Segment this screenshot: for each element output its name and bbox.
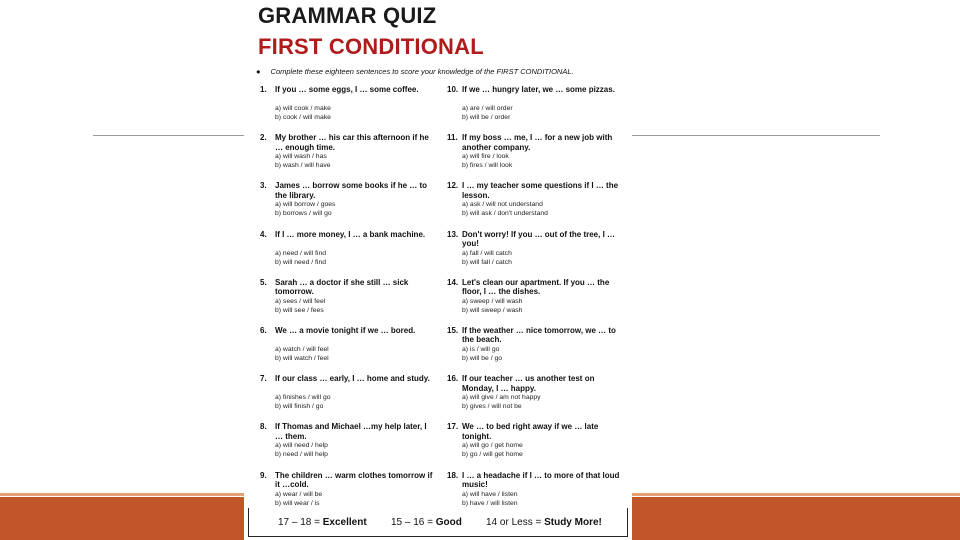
option-a: a) is / will go	[462, 345, 500, 353]
question-number: 11.	[447, 133, 458, 143]
option-b: b) will be / go	[462, 354, 503, 362]
question-item	[260, 278, 436, 326]
question-stem: Sarah … a doctor if she still … sick tomorrow.	[275, 277, 409, 297]
question-stem: If our teacher … us another test on Monday, I … happy.	[462, 374, 595, 393]
question-item	[260, 85, 436, 133]
option-b: b) will ask / don't understand	[462, 210, 548, 218]
question-item	[260, 374, 436, 422]
question-number: 15.	[447, 325, 459, 335]
question-item	[260, 230, 436, 278]
question-number: 7.	[260, 374, 267, 384]
option-b: b) will sweep / wash	[462, 306, 523, 314]
option-b: b) will be / order	[462, 114, 511, 121]
question-number: 2.	[260, 133, 267, 143]
question-stem: If the weather … nice tomorrow, we … to the beach.	[462, 325, 616, 345]
option-a: a) will need / help	[275, 442, 328, 450]
question-column-right	[447, 85, 623, 519]
option-a: a) sees / will feel	[275, 297, 326, 305]
option-b: b) will see / fees	[275, 306, 324, 314]
score-label: Study More!	[544, 517, 602, 528]
slide-rule-right	[632, 135, 880, 136]
score-range: 15 – 16 =	[391, 517, 436, 528]
question-stem: If you … some eggs, I … some coffee.	[275, 85, 419, 94]
option-b: b) go / will get home	[462, 451, 523, 459]
question-stem: We … to bed right away if we … late tonight.	[462, 422, 599, 441]
question-number: 1.	[260, 85, 267, 94]
option-b: b) gives / will not be	[462, 403, 522, 411]
option-a: a) are / will order	[462, 105, 513, 112]
question-number: 12.	[447, 181, 459, 191]
question-number: 8.	[260, 422, 267, 432]
question-item	[447, 422, 623, 470]
score-study-more	[486, 517, 602, 528]
option-b: b) borrows / will go	[275, 210, 332, 218]
option-a: a) will fire / look	[462, 153, 509, 161]
question-stem: If my boss … me, I … for a new job with another company.	[462, 133, 613, 152]
question-stem: I … a headache if I … to more of that loud music!	[462, 470, 620, 489]
question-item	[447, 85, 623, 133]
bullet-icon: ●	[256, 67, 261, 76]
option-a: a) will have / listen	[462, 490, 518, 498]
option-b: b) fires / will look	[462, 162, 513, 170]
option-b: b) will watch / feel	[275, 354, 329, 362]
question-number: 13.	[447, 229, 459, 239]
question-number: 9.	[260, 470, 267, 480]
score-key	[244, 508, 632, 538]
option-b: b) wash / will have	[275, 162, 331, 170]
option-b: b) will need / find	[275, 258, 327, 266]
option-a: a) will wash / has	[275, 153, 327, 161]
quiz-subtitle: FIRST CONDITIONAL	[258, 34, 484, 59]
question-number: 14.	[447, 277, 459, 287]
question-column-left	[260, 85, 436, 519]
question-item	[447, 374, 623, 422]
score-good	[391, 517, 462, 528]
question-stem: Don't worry! If you … out of the tree, I … you!	[462, 229, 616, 249]
question-item	[447, 278, 623, 326]
slide-rule-left	[93, 135, 245, 136]
option-a: a) will go / get home	[462, 442, 523, 450]
score-range: 14 or Less =	[486, 517, 545, 528]
question-stem: The children … warm clothes tomorrow if it …cold.	[275, 470, 433, 489]
question-item	[260, 326, 436, 374]
question-number: 4.	[260, 229, 267, 239]
question-item	[447, 326, 623, 374]
option-a: a) finishes / will go	[275, 394, 331, 402]
question-number: 16.	[447, 374, 459, 384]
score-excellent	[278, 517, 367, 528]
question-item	[260, 133, 436, 181]
question-stem: Let's clean our apartment. If you … the floor, I … the dishes.	[462, 277, 610, 297]
option-a: a) will borrow / goes	[275, 201, 336, 209]
option-a: a) need / will find	[275, 249, 327, 257]
option-a: a) will cook / make	[275, 105, 331, 112]
option-a: a) wear / will be	[275, 490, 323, 498]
option-b: b) will fall / catch	[462, 258, 512, 266]
instructions-text: Complete these eighteen sentences to score your knowledge of the FIRST CONDITIONAL.	[270, 67, 574, 76]
score-range: 17 – 18 =	[278, 517, 323, 528]
question-item	[447, 181, 623, 229]
option-b: b) will wear / is	[275, 499, 320, 507]
option-a: a) fall / will catch	[462, 249, 512, 257]
question-stem: I … my teacher some questions if I … the lesson.	[462, 181, 619, 200]
quiz-instructions	[256, 67, 626, 76]
option-b: b) cook / will make	[275, 114, 331, 121]
question-item	[447, 230, 623, 278]
question-number: 6.	[260, 325, 267, 335]
score-label: Excellent	[322, 517, 367, 528]
question-item	[260, 422, 436, 470]
question-stem: If Thomas and Michael …my help later, I … them.	[275, 422, 427, 441]
option-a: a) sweep / will wash	[462, 297, 523, 305]
question-stem: James … borrow some books if he … to the library.	[275, 181, 428, 200]
question-number: 18.	[447, 470, 459, 480]
question-stem: We … a movie tonight if we … bored.	[275, 325, 416, 335]
question-stem: If our class … early, I … home and study.	[275, 374, 430, 384]
question-number: 17.	[447, 422, 459, 432]
option-b: b) need / will help	[275, 451, 328, 459]
question-stem: If we … hungry later, we … some pizzas.	[462, 85, 615, 94]
question-item	[260, 181, 436, 229]
question-number: 5.	[260, 277, 267, 287]
question-number: 10.	[447, 85, 459, 94]
question-item	[447, 133, 623, 181]
option-a: a) will give / am not happy	[462, 394, 541, 402]
question-stem: If I … more money, I … a bank machine.	[275, 229, 426, 239]
option-a: a) watch / will feel	[275, 345, 329, 353]
option-b: b) will finish / go	[275, 403, 324, 411]
question-number: 3.	[260, 181, 267, 191]
question-stem: My brother … his car this afternoon if he … enough time.	[275, 133, 429, 152]
score-label: Good	[435, 517, 462, 528]
option-a: a) ask / will not understand	[462, 201, 543, 209]
quiz-title: GRAMMAR QUIZ	[258, 3, 437, 28]
quiz-sheet	[244, 0, 632, 540]
option-b: b) have / will listen	[462, 499, 518, 507]
